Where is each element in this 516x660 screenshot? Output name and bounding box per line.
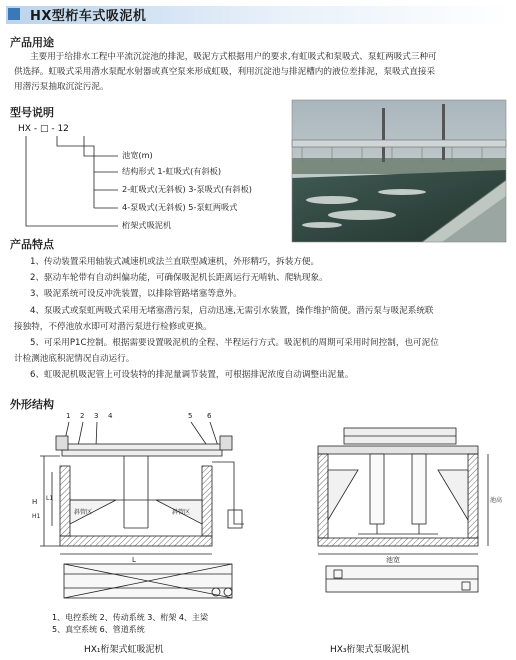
structure-heading: 外形结构 xyxy=(10,398,54,411)
feature-item-cont: 接独特，不停池放水即可对潜污泵进行检修或更换。 xyxy=(14,321,212,332)
product-photo xyxy=(292,100,506,242)
model-code-box: □ xyxy=(39,124,49,134)
callout-6: 6 xyxy=(207,412,212,420)
usage-line: 供选择。虹吸式采用潜水泵配水射器或真空泵来形成虹吸，利用沉淀池与排泥槽内的液位差排泥，泵吸式直接采 xyxy=(14,67,436,77)
dim-l1: L1 xyxy=(46,495,54,502)
model-code-prefix: HX xyxy=(18,124,31,134)
left-drawing-siphon xyxy=(20,406,255,618)
model-heading: 型号说明 xyxy=(10,106,54,119)
zone-label: 斜管区 xyxy=(172,509,191,516)
left-caption: HX₁桁架式虹吸泥机 xyxy=(84,645,164,655)
features-text xyxy=(14,254,510,384)
dim-height: 池高 xyxy=(490,497,503,504)
right-drawing-pump xyxy=(298,410,503,626)
zone-label: 斜管区 xyxy=(74,509,93,516)
usage-line: 用潜污泵抽取沉淀污泥。 xyxy=(14,82,109,92)
callout-1: 1 xyxy=(66,412,71,420)
model-code-dash: - xyxy=(33,124,38,134)
usage-heading: 产品用途 xyxy=(10,36,54,49)
model-code-number: 12 xyxy=(57,124,69,134)
right-caption: HX₃桁架式泵吸泥机 xyxy=(330,645,410,655)
callout-5: 5 xyxy=(188,412,193,420)
callout-2: 2 xyxy=(80,412,85,420)
usage-line: 主要用于给排水工程中平流沉淀池的排泥，吸泥方式根据用户的要求,有虹吸式和泵吸式、泵虹两吸式三种可 xyxy=(30,52,437,62)
feature-item: 4、泵吸式或泵虹两吸式采用无堵塞潜污泵，启动迅速,无需引水装置，操作维护简便。潜污泵与吸泥系统联 xyxy=(30,305,434,316)
features-heading: 产品特点 xyxy=(10,238,54,251)
feature-item: 3、吸泥系统可设反冲洗装置，以排除管路堵塞等意外。 xyxy=(30,289,242,300)
dim-h: H xyxy=(32,498,38,506)
model-code-dash: - xyxy=(51,124,55,134)
dim-h1: H1 xyxy=(32,513,41,520)
legend-line: 1、电控系统 2、传动系统 3、桁架 4、主梁 xyxy=(52,613,208,622)
model-line-width: 池宽(m) xyxy=(122,150,153,160)
page-title: HX型桁车式吸泥机 xyxy=(30,9,147,24)
callout-4: 4 xyxy=(108,412,113,420)
model-line-types-a: 2-虹吸式(无斜板) 3-泵吸式(有斜板) xyxy=(122,184,252,194)
model-line-truss: 桁架式吸泥机 xyxy=(122,220,172,230)
callout-3: 3 xyxy=(94,412,99,420)
model-line-structure: 结构形式 1-虹吸式(有斜板) xyxy=(122,166,222,176)
dim-width: 池宽 xyxy=(386,556,400,564)
feature-item: 1、传动装置采用轴装式减速机或法兰直联型减速机，外形精巧，拆装方便。 xyxy=(30,257,320,267)
feature-item: 5、可采用P1C控制。根据需要设置吸泥机的全程、半程运行方式。吸泥机的周期可采用时间控制，也可泥位 xyxy=(30,338,439,349)
legend-line: 5、真空系统 6、管道系统 xyxy=(52,625,145,634)
feature-item-cont: 计检测池底积泥情况自动运行。 xyxy=(14,354,135,365)
feature-item: 6、虹吸泥机吸泥管上可设装特的排泥量调节装置，可根据排泥浓度自动调整出泥量。 xyxy=(30,370,354,381)
model-line-types-b: 4-泵吸式(无斜板) 5-泵虹两吸式 xyxy=(122,202,238,212)
legend xyxy=(52,612,208,636)
feature-item: 2、驱动车轮带有自动纠偏功能，可确保吸泥机长距离运行无啃轨、爬轨现象。 xyxy=(30,273,328,284)
dim-l: L xyxy=(132,556,136,564)
